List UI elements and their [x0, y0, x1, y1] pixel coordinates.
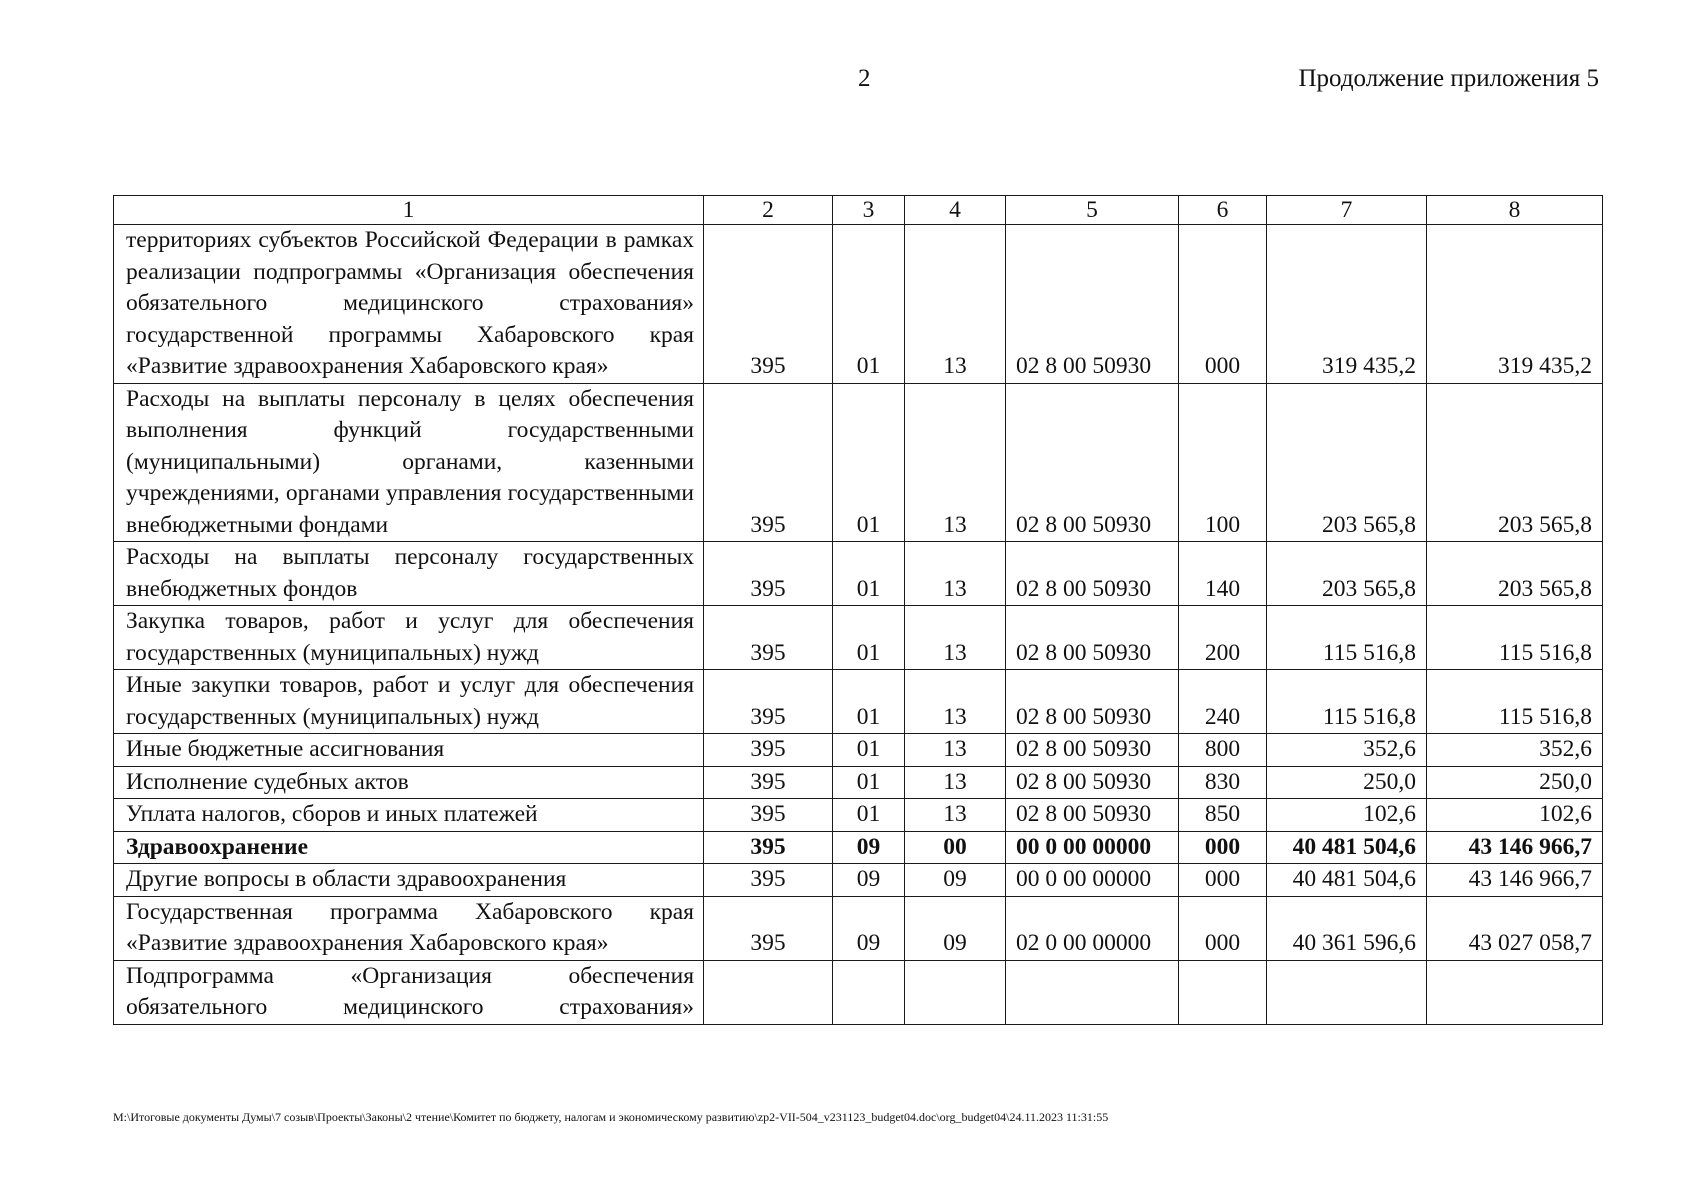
amount-year-2: 203 565,8: [1427, 542, 1603, 606]
amount-year-1: 250,0: [1267, 766, 1427, 799]
subsection-code: 13: [905, 383, 1006, 542]
subsection-code: [905, 960, 1006, 1024]
row-name: Другие вопросы в области здравоохранения: [114, 864, 704, 897]
amount-year-2: 115 516,8: [1427, 606, 1603, 670]
column-number: 1: [114, 196, 704, 225]
ministry-code: 395: [704, 766, 833, 799]
amount-year-2: 43 146 966,7: [1427, 864, 1603, 897]
section-code: 01: [833, 734, 905, 767]
row-name: Иные закупки товаров, работ и услуг для обеспечения государственных (муниципальных) нужд: [114, 670, 704, 734]
amount-year-2: 115 516,8: [1427, 670, 1603, 734]
subsection-code: 13: [905, 542, 1006, 606]
table-row: [114, 225, 1603, 384]
subsection-code: 09: [905, 896, 1006, 960]
target-article-code: 02 0 00 00000: [1006, 896, 1179, 960]
expense-type-code: 850: [1179, 799, 1267, 832]
row-name: Закупка товаров, работ и услуг для обеспечения государственных (муниципальных) нужд: [114, 606, 704, 670]
amount-year-2: 203 565,8: [1427, 383, 1603, 542]
target-article-code: 02 8 00 50930: [1006, 606, 1179, 670]
row-name: территориях субъектов Российской Федерации в рамках реализации подпрограммы «Организация обеспечения обязательного медицинского страхования» государственной программы Хабаровского края «Развитие здравоохранения Хабаровского края»: [114, 225, 704, 384]
expense-type-code: 100: [1179, 383, 1267, 542]
table-row: [114, 670, 1603, 734]
amount-year-1: 115 516,8: [1267, 606, 1427, 670]
appendix-continuation-label: Продолжение приложения 5: [1298, 65, 1599, 92]
ministry-code: 395: [704, 799, 833, 832]
ministry-code: 395: [704, 831, 833, 864]
target-article-code: 02 8 00 50930: [1006, 734, 1179, 767]
section-code: 01: [833, 670, 905, 734]
column-number-row: [114, 196, 1603, 225]
budget-table: [113, 195, 1603, 1025]
row-name: Государственная программа Хабаровского края «Развитие здравоохранения Хабаровского края»: [114, 896, 704, 960]
table-row: [114, 766, 1603, 799]
section-code: 01: [833, 383, 905, 542]
amount-year-2: 250,0: [1427, 766, 1603, 799]
budget-table-body: [114, 225, 1603, 1025]
subsection-code: 13: [905, 799, 1006, 832]
column-number: 7: [1267, 196, 1427, 225]
amount-year-1: 40 361 596,6: [1267, 896, 1427, 960]
ministry-code: 395: [704, 606, 833, 670]
row-name: Расходы на выплаты персоналу государственных внебюджетных фондов: [114, 542, 704, 606]
table-row: [114, 864, 1603, 897]
amount-year-1: 115 516,8: [1267, 670, 1427, 734]
expense-type-code: 000: [1179, 831, 1267, 864]
section-code: 01: [833, 766, 905, 799]
row-name: Уплата налогов, сборов и иных платежей: [114, 799, 704, 832]
table-row: [114, 734, 1603, 767]
ministry-code: 395: [704, 864, 833, 897]
amount-year-1: 40 481 504,6: [1267, 864, 1427, 897]
amount-year-2: 43 146 966,7: [1427, 831, 1603, 864]
amount-year-1: 203 565,8: [1267, 383, 1427, 542]
ministry-code: 395: [704, 896, 833, 960]
expense-type-code: 000: [1179, 896, 1267, 960]
subsection-code: 13: [905, 766, 1006, 799]
amount-year-1: [1267, 960, 1427, 1024]
amount-year-1: 40 481 504,6: [1267, 831, 1427, 864]
target-article-code: 00 0 00 00000: [1006, 864, 1179, 897]
expense-type-code: 140: [1179, 542, 1267, 606]
section-code: 01: [833, 606, 905, 670]
column-number: 6: [1179, 196, 1267, 225]
amount-year-1: 203 565,8: [1267, 542, 1427, 606]
row-name: Расходы на выплаты персоналу в целях обеспечения выполнения функций государственными (муниципальными) органами, казенными учреждениями, органами управления государственными внебюджетными фондами: [114, 383, 704, 542]
subsection-code: 00: [905, 831, 1006, 864]
table-row: [114, 606, 1603, 670]
ministry-code: 395: [704, 383, 833, 542]
subsection-code: 13: [905, 225, 1006, 384]
expense-type-code: [1179, 960, 1267, 1024]
target-article-code: 02 8 00 50930: [1006, 383, 1179, 542]
column-number: 4: [905, 196, 1006, 225]
ministry-code: 395: [704, 542, 833, 606]
subsection-code: 13: [905, 606, 1006, 670]
row-name: Подпрограмма «Организация обеспечения обязательного медицинского страхования»: [114, 960, 704, 1024]
table-row: [114, 831, 1603, 864]
column-number: 5: [1006, 196, 1179, 225]
ministry-code: 395: [704, 734, 833, 767]
table-row: [114, 799, 1603, 832]
section-code: 09: [833, 896, 905, 960]
expense-type-code: 200: [1179, 606, 1267, 670]
target-article-code: 02 8 00 50930: [1006, 766, 1179, 799]
amount-year-2: 102,6: [1427, 799, 1603, 832]
expense-type-code: 800: [1179, 734, 1267, 767]
amount-year-1: 102,6: [1267, 799, 1427, 832]
target-article-code: 00 0 00 00000: [1006, 831, 1179, 864]
row-name: Здравоохранение: [114, 831, 704, 864]
table-row: [114, 896, 1603, 960]
amount-year-2: 43 027 058,7: [1427, 896, 1603, 960]
target-article-code: [1006, 960, 1179, 1024]
table-row: [114, 960, 1603, 1024]
section-code: 01: [833, 799, 905, 832]
amount-year-1: 319 435,2: [1267, 225, 1427, 384]
column-number: 8: [1427, 196, 1603, 225]
amount-year-2: 319 435,2: [1427, 225, 1603, 384]
expense-type-code: 000: [1179, 864, 1267, 897]
amount-year-2: 352,6: [1427, 734, 1603, 767]
target-article-code: 02 8 00 50930: [1006, 225, 1179, 384]
page-number: 2: [858, 65, 871, 92]
target-article-code: 02 8 00 50930: [1006, 542, 1179, 606]
column-number: 2: [704, 196, 833, 225]
subsection-code: 13: [905, 670, 1006, 734]
target-article-code: 02 8 00 50930: [1006, 799, 1179, 832]
column-number: 3: [833, 196, 905, 225]
subsection-code: 09: [905, 864, 1006, 897]
amount-year-2: [1427, 960, 1603, 1024]
expense-type-code: 240: [1179, 670, 1267, 734]
target-article-code: 02 8 00 50930: [1006, 670, 1179, 734]
expense-type-code: 000: [1179, 225, 1267, 384]
row-name: Исполнение судебных актов: [114, 766, 704, 799]
ministry-code: [704, 960, 833, 1024]
section-code: [833, 960, 905, 1024]
amount-year-1: 352,6: [1267, 734, 1427, 767]
section-code: 09: [833, 864, 905, 897]
expense-type-code: 830: [1179, 766, 1267, 799]
table-row: [114, 542, 1603, 606]
section-code: 01: [833, 225, 905, 384]
ministry-code: 395: [704, 225, 833, 384]
section-code: 09: [833, 831, 905, 864]
footer-file-path: M:\Итоговые документы Думы\7 созыв\Проекты\Законы\2 чтение\Комитет по бюджету, налогам и экономическому развитию\zp2-VII-504_v231123_budget04.doc\org_budget04\24.11.2023 11:31:55: [113, 1110, 1109, 1124]
row-name: Иные бюджетные ассигнования: [114, 734, 704, 767]
section-code: 01: [833, 542, 905, 606]
table-row: [114, 383, 1603, 542]
ministry-code: 395: [704, 670, 833, 734]
subsection-code: 13: [905, 734, 1006, 767]
